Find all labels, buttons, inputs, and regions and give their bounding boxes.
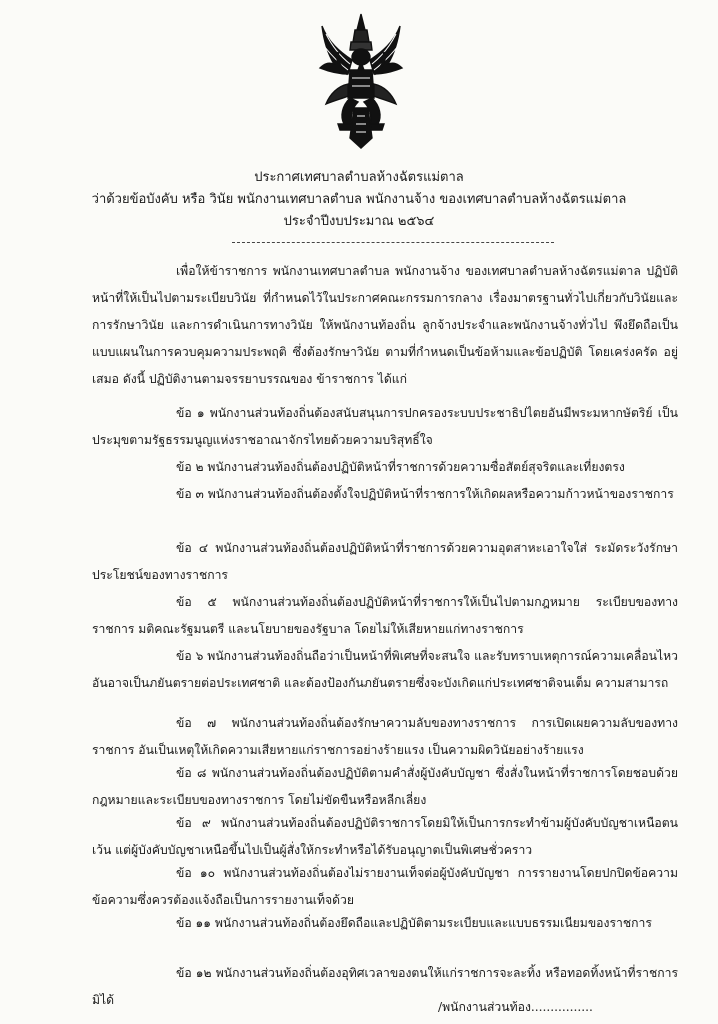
clause-11: ข้อ ๑๑ พนักงานส่วนท้องถิ่นต้องยึดถือและปฏิบัติตามระเบียบและแบบธรรมเนียมของราชการ: [176, 916, 652, 930]
garuda-emblem-icon: [318, 12, 404, 150]
clause-4: ข้อ ๔ พนักงานส่วนท้องถิ่นต้องปฏิบัติหน้าที่ราชการด้วยความอุตสาหะเอาใจใส่ ระมัดระวังรักษา ประโยชน์ของทางราชการ: [92, 541, 678, 582]
clause-2: ข้อ ๒ พนักงานส่วนท้องถิ่นต้องปฏิบัติหน้าที่ราชการด้วยความซื่อสัตย์สุจริตและเที่ยงตรง: [176, 460, 625, 474]
announcement-subject: ว่าด้วยข้อบังคับ หรือ วินัย พนักงานเทศบาลตำบล พนักงานจ้าง ของเทศบาลตำบลห้างฉัตรแม่ตาล: [91, 192, 627, 207]
clause-5: ข้อ ๕ พนักงานส่วนท้องถิ่นต้องปฏิบัติหน้าที่ราชการให้เป็นไปตามกฎหมาย ระเบียบของทางราชการ มติคณะรัฐมนตรี และนโยบายของรัฐบาล โดยไม่ให้เสียหายแก่ทางราชการ: [92, 595, 678, 636]
dashed-divider: [232, 242, 554, 243]
clause-12: ข้อ ๑๒ พนักงานส่วนท้องถิ่นต้องอุทิศเวลาของตนให้แก่ราชการจะละทิ้ง หรือทอดทิ้งหน้าที่ราชการ มิได้: [92, 966, 678, 1007]
intro-paragraph: เพื่อให้ข้าราชการ พนักงานเทศบาลตำบล พนักงานจ้าง ของเทศบาลตำบลห้างฉัตรแม่ตาล ปฏิบัติหน้าที่ให้เป็นไปตามระเบียบวินัย ที่กำหนดไว้ในประกาศคณะกรรมการกลาง เรื่องมาตรฐานทั่วไปเกี่ยวกับวินัยและการรักษาวินัย และการดำเนินการทางวินัย ให้พนักงานท้องถิ่น ลูกจ้างประจำและพนักงานจ้างทั่วไป พึงยึดถือเป็นแบบแผนในการควบคุมความประพฤติ ซึ่งต้องรักษาวินัย ตามที่กำหนดเป็นข้อห้ามและข้อปฏิบัติ โดยเคร่งครัด อยู่เสมอ ดังนี้ ปฏิบัติงานตามจรรยาบรรณของ ข้าราชการ ได้แก่: [92, 264, 678, 386]
clause-8: ข้อ ๘ พนักงานส่วนท้องถิ่นต้องปฏิบัติตามคำสั่งผู้บังคับบัญชา ซึ่งสั่งในหน้าที่ราชการโดยชอบด้วย กฎหมายและระเบียบของทางราชการ โดยไม่ขัดขืนหรือหลีกเลี่ยง: [92, 766, 678, 807]
clause-6: ข้อ ๖ พนักงานส่วนท้องถิ่นถือว่าเป็นหน้าที่พิเศษที่จะสนใจ และรับทราบเหตุการณ์ความเคลื่อนไหว อันอาจเป็นภยันตรายต่อประเทศชาติ และต้องป้องกันภยันตรายซึ่งจะบังเกิดแก่ประเทศชาติจนเต็ม ความสามารถ: [92, 649, 678, 690]
continued-marker: /พนักงานส่วนท้อง................: [438, 1000, 593, 1014]
clause-10: ข้อ ๑๐ พนักงานส่วนท้องถิ่นต้องไม่รายงานเท็จต่อผู้บังคับบัญชา การรายงานโดยปกปิดข้อความ ข้อความซึ่งควรต้องแจ้งถือเป็นการรายงานเท็จด้วย: [92, 866, 678, 907]
clause-7: ข้อ ๗ พนักงานส่วนท้องถิ่นต้องรักษาความลับของทางราชการ การเปิดเผยความลับของทางราชการ อันเป็นเหตุให้เกิดความเสียหายแก่ราชการอย่างร้ายแรง เป็นความผิดวินัยอย่างร้ายแรง: [92, 716, 678, 757]
clause-9: ข้อ ๙ พนักงานส่วนท้องถิ่นต้องปฏิบัติราชการโดยมิให้เป็นการกระทำข้ามผู้บังคับบัญชาเหนือตน เว้น แต่ผู้บังคับบัญชาเหนือขึ้นไปเป็นผู้สั่งให้กระทำหรือได้รับอนุญาตเป็นพิเศษชั่วคราว: [92, 816, 678, 857]
clause-1: ข้อ ๑ พนักงานส่วนท้องถิ่นต้องสนับสนุนการปกครองระบบประชาธิปไตยอันมีพระมหากษัตริย์ เป็น ประมุขตามรัฐธรรมนูญแห่งราชอาณาจักรไทยด้วยความบริสุทธิ์ใจ: [92, 406, 678, 447]
announcement-title: ประกาศเทศบาลตำบลห้างฉัตรแม่ตาล: [254, 170, 464, 185]
clause-3: ข้อ ๓ พนักงานส่วนท้องถิ่นต้องตั้งใจปฏิบัติหน้าที่ราชการให้เกิดผลหรือความก้าวหน้าของราชการ: [176, 487, 674, 501]
fiscal-year: ประจำปีงบประมาณ ๒๕๖๔: [283, 214, 435, 229]
